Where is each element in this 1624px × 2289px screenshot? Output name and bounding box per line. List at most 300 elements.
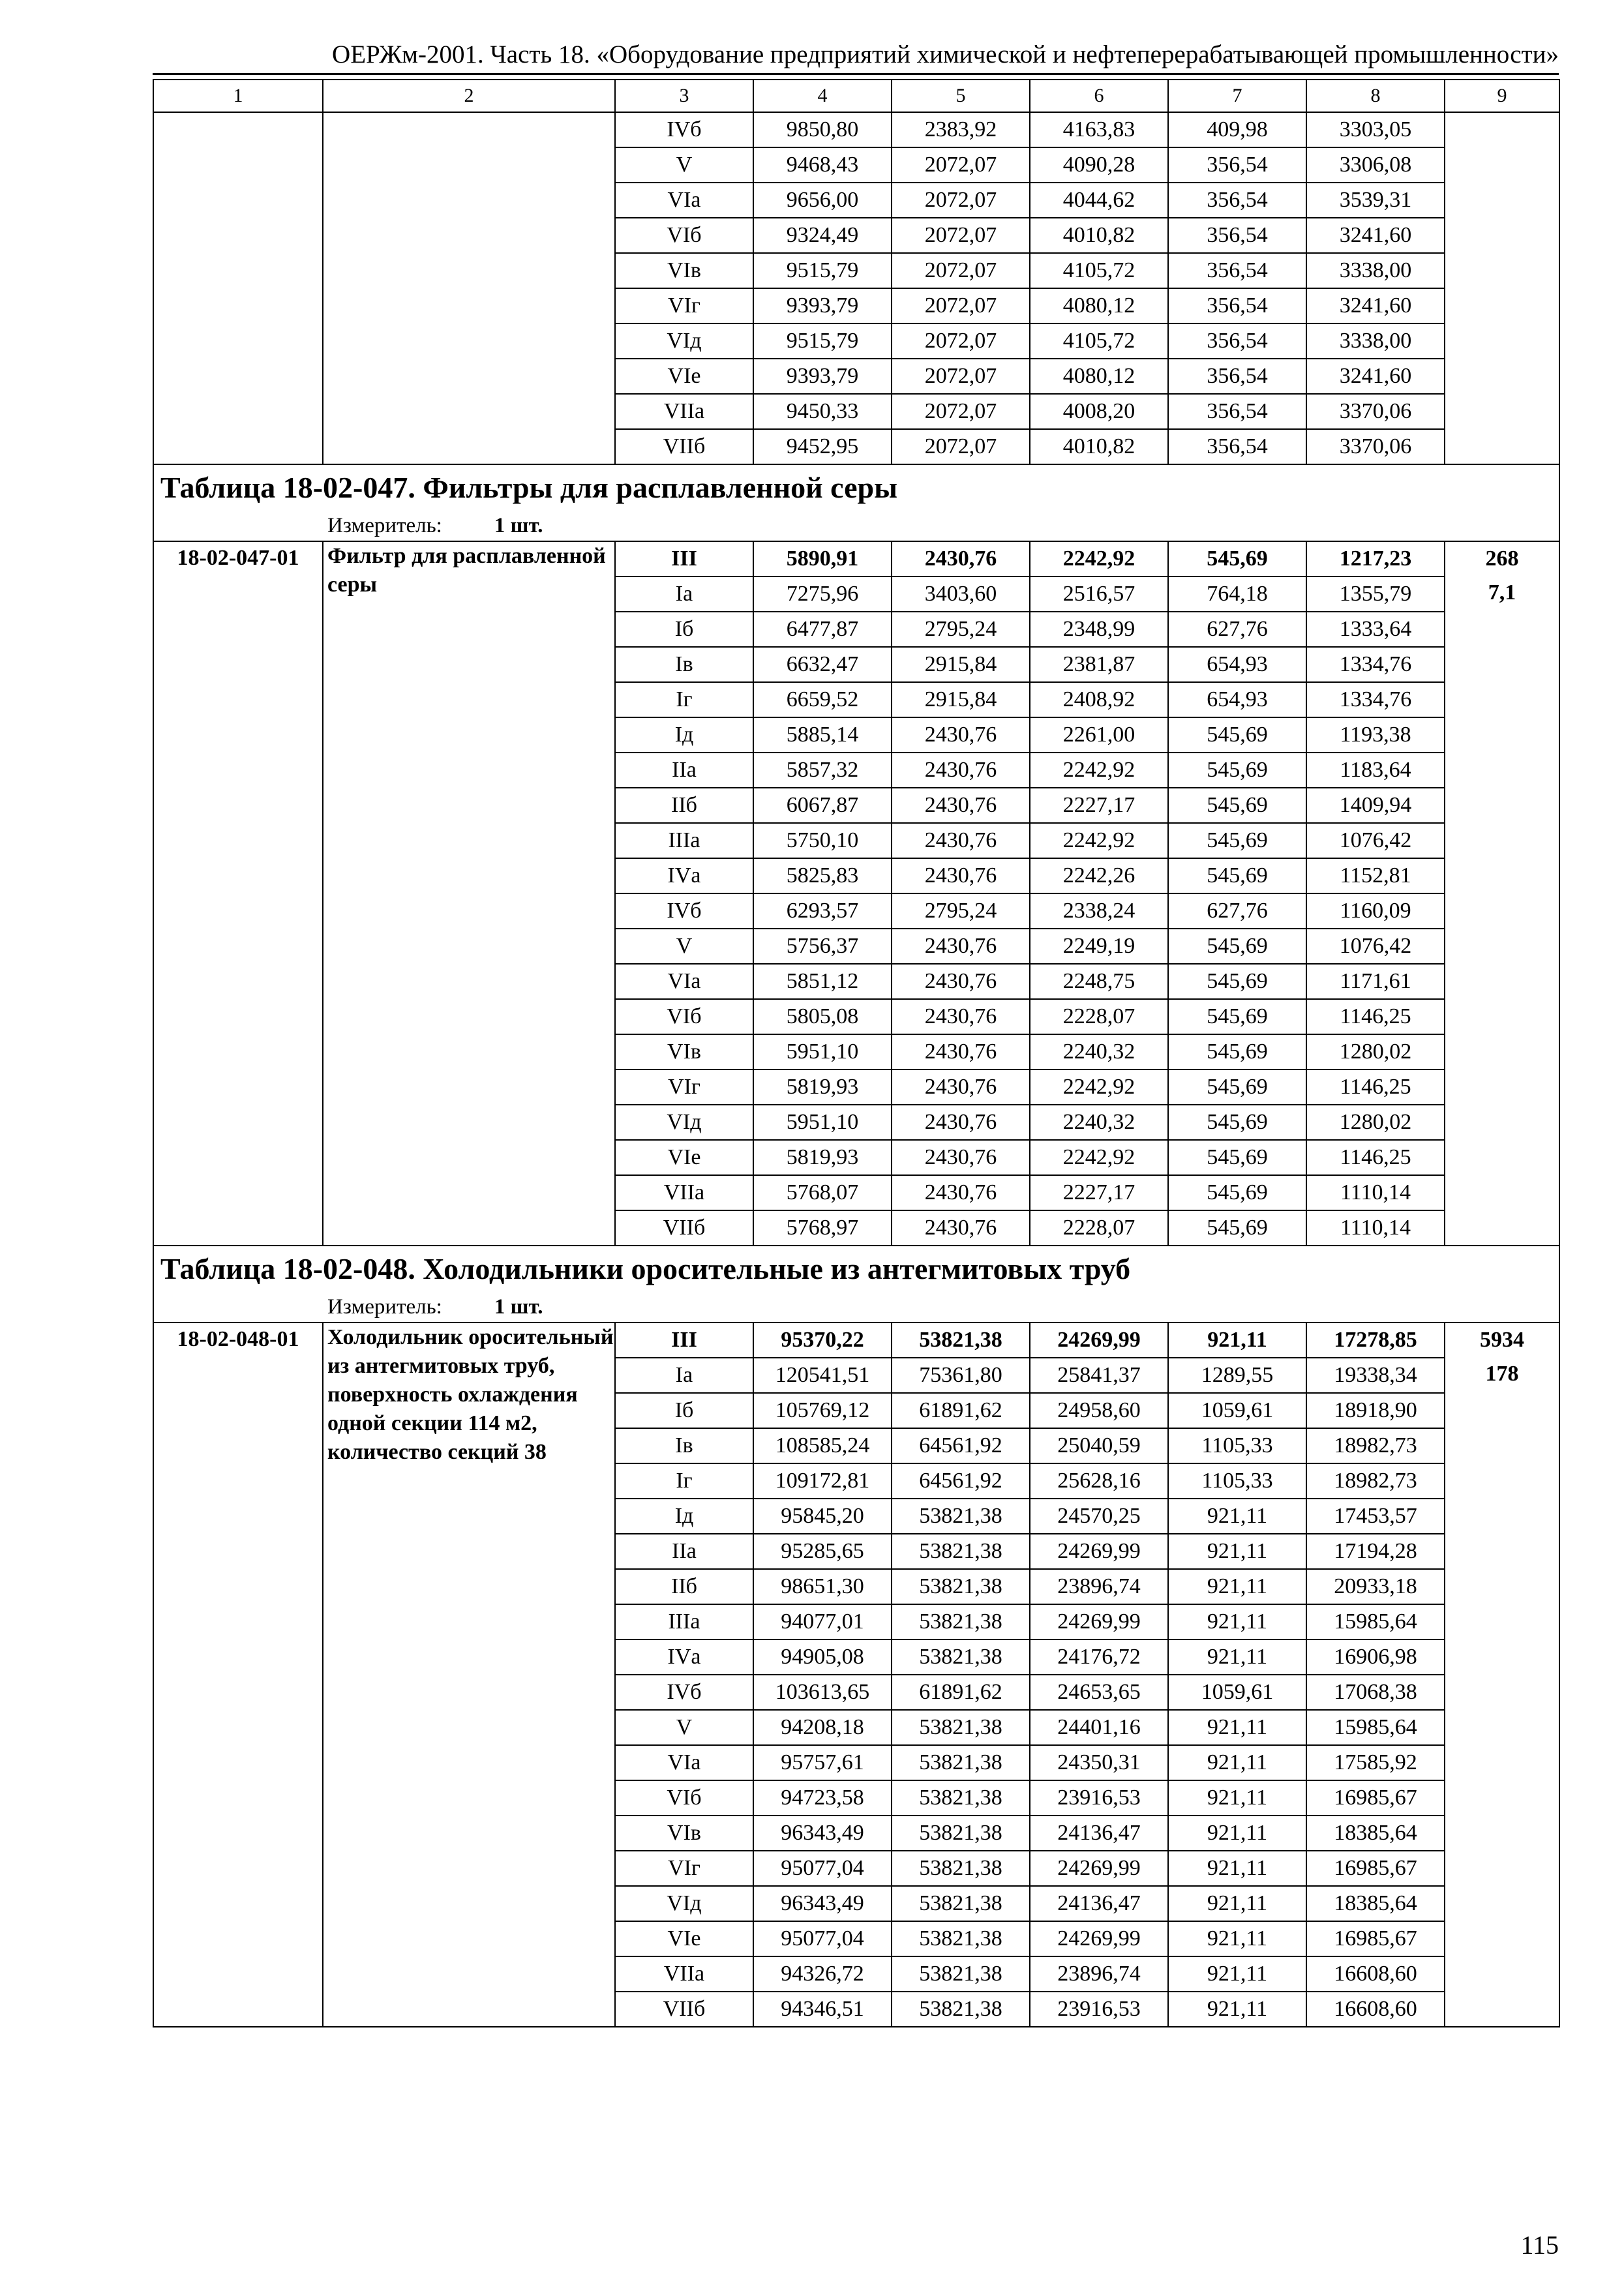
value-cell: 24570,25 [1030,1499,1168,1534]
value-cell: 24350,31 [1030,1745,1168,1780]
value-cell: 5825,83 [753,858,892,893]
value-cell: 2072,07 [892,218,1030,253]
value-cell: 356,54 [1168,183,1306,218]
zone-cell: Iв [615,1428,753,1463]
value-cell: 2430,76 [892,717,1030,753]
value-cell: 2408,92 [1030,682,1168,717]
value-cell: 4105,72 [1030,323,1168,359]
value-cell: 53821,38 [892,1569,1030,1604]
value-cell: 4044,62 [1030,183,1168,218]
zone-cell: V [615,1710,753,1745]
value-cell: 1409,94 [1306,788,1445,823]
extra-cell [1445,541,1559,1246]
value-cell: 5851,12 [753,964,892,999]
value-cell: 1280,02 [1306,1105,1445,1140]
column-number-cell: 5 [892,80,1030,112]
value-cell: 103613,65 [753,1675,892,1710]
value-cell: 2430,76 [892,1175,1030,1210]
table-row [153,112,1559,147]
value-cell: 2430,76 [892,753,1030,788]
value-cell: 2072,07 [892,183,1030,218]
value-cell: 2430,76 [892,541,1030,576]
unit-label: Измеритель: [327,514,442,537]
value-cell: 2228,07 [1030,1210,1168,1246]
value-cell: 2248,75 [1030,964,1168,999]
value-cell: 25040,59 [1030,1428,1168,1463]
value-cell: 2242,26 [1030,858,1168,893]
value-cell: 921,11 [1168,1710,1306,1745]
value-cell: 64561,92 [892,1428,1030,1463]
value-cell: 9515,79 [753,253,892,288]
value-cell: 53821,38 [892,1886,1030,1921]
zone-cell: Iг [615,1463,753,1499]
value-cell: 921,11 [1168,1851,1306,1886]
value-cell: 1334,76 [1306,682,1445,717]
value-cell: 2072,07 [892,429,1030,464]
column-number-cell: 6 [1030,80,1168,112]
value-cell: 9393,79 [753,359,892,394]
value-cell: 53821,38 [892,1639,1030,1675]
value-cell: 53821,38 [892,1816,1030,1851]
value-cell: 3370,06 [1306,394,1445,429]
value-cell: 2249,19 [1030,929,1168,964]
value-cell: 356,54 [1168,253,1306,288]
value-cell: 94208,18 [753,1710,892,1745]
value-cell: 2430,76 [892,999,1030,1034]
equipment-name: Фильтр для расплавленной серы [323,541,615,1246]
value-cell: 1333,64 [1306,612,1445,647]
value-cell: 25628,16 [1030,1463,1168,1499]
extra-value: 5934 [1480,1328,1524,1352]
zone-cell: VIа [615,1745,753,1780]
value-cell: 24401,16 [1030,1710,1168,1745]
value-cell: 921,11 [1168,1816,1306,1851]
unit-value: 1 шт. [494,514,543,537]
value-cell: 2430,76 [892,964,1030,999]
value-cell: 24958,60 [1030,1393,1168,1428]
value-cell: 16608,60 [1306,1956,1445,1992]
value-cell: 2261,00 [1030,717,1168,753]
value-cell: 16985,67 [1306,1780,1445,1816]
value-cell: 921,11 [1168,1745,1306,1780]
unit-cell [153,1292,1559,1323]
column-number-cell: 9 [1445,80,1559,112]
value-cell: 24653,65 [1030,1675,1168,1710]
value-cell: 921,11 [1168,1534,1306,1569]
table-title: Таблица 18-02-048. Холодильники оросительные из антегмитовых труб [153,1246,1559,1292]
value-cell: 3303,05 [1306,112,1445,147]
value-cell: 1146,25 [1306,999,1445,1034]
zone-cell: VIа [615,183,753,218]
value-cell: 356,54 [1168,288,1306,323]
zone-cell: IIIа [615,1604,753,1639]
value-cell: 24269,99 [1030,1323,1168,1358]
value-cell: 2348,99 [1030,612,1168,647]
value-cell: 53821,38 [892,1851,1030,1886]
value-cell: 96343,49 [753,1886,892,1921]
value-cell: 2430,76 [892,788,1030,823]
zone-cell: VIд [615,1105,753,1140]
value-cell: 2338,24 [1030,893,1168,929]
value-cell: 1160,09 [1306,893,1445,929]
value-cell: 2795,24 [892,612,1030,647]
name-cell [323,112,615,464]
zone-cell: Iб [615,1393,753,1428]
value-cell: 2072,07 [892,394,1030,429]
value-cell: 545,69 [1168,541,1306,576]
rate-code: 18-02-047-01 [153,541,323,1246]
value-cell: 7275,96 [753,576,892,612]
value-cell: 921,11 [1168,1956,1306,1992]
value-cell: 356,54 [1168,323,1306,359]
value-cell: 5768,97 [753,1210,892,1246]
value-cell: 545,69 [1168,717,1306,753]
extra-value: 268 [1485,546,1519,571]
value-cell: 9450,33 [753,394,892,429]
value-cell: 1059,61 [1168,1675,1306,1710]
column-number-cell: 8 [1306,80,1445,112]
zone-cell: VIв [615,253,753,288]
value-cell: 16985,67 [1306,1921,1445,1956]
value-cell: 120541,51 [753,1358,892,1393]
extra-cell [1445,112,1559,464]
value-cell: 9393,79 [753,288,892,323]
zone-cell: VIг [615,1070,753,1105]
value-cell: 1152,81 [1306,858,1445,893]
unit-label: Измеритель: [327,1295,442,1319]
extra-value: 7,1 [1488,580,1516,605]
value-cell: 16608,60 [1306,1992,1445,2027]
value-cell: 627,76 [1168,612,1306,647]
value-cell: 23916,53 [1030,1992,1168,2027]
zone-cell: IVб [615,112,753,147]
value-cell: 53821,38 [892,1921,1030,1956]
value-cell: 24176,72 [1030,1639,1168,1675]
value-cell: 53821,38 [892,1710,1030,1745]
value-cell: 16906,98 [1306,1639,1445,1675]
value-cell: 2430,76 [892,929,1030,964]
zone-cell: VIб [615,999,753,1034]
value-cell: 1059,61 [1168,1393,1306,1428]
value-cell: 3338,00 [1306,253,1445,288]
value-cell: 3241,60 [1306,359,1445,394]
value-cell: 18385,64 [1306,1886,1445,1921]
value-cell: 6067,87 [753,788,892,823]
zone-cell: Iв [615,647,753,682]
value-cell: 25841,37 [1030,1358,1168,1393]
value-cell: 17278,85 [1306,1323,1445,1358]
value-cell: 53821,38 [892,1323,1030,1358]
value-cell: 627,76 [1168,893,1306,929]
value-cell: 109172,81 [753,1463,892,1499]
value-cell: 18918,90 [1306,1393,1445,1428]
value-cell: 2242,92 [1030,823,1168,858]
value-cell: 5768,07 [753,1175,892,1210]
value-cell: 4010,82 [1030,218,1168,253]
zone-cell: VIе [615,359,753,394]
value-cell: 95285,65 [753,1534,892,1569]
value-cell: 16985,67 [1306,1851,1445,1886]
value-cell: 654,93 [1168,682,1306,717]
zone-cell: VIIб [615,429,753,464]
value-cell: 2430,76 [892,1034,1030,1070]
value-cell: 5819,93 [753,1070,892,1105]
value-cell: 64561,92 [892,1463,1030,1499]
value-cell: 17194,28 [1306,1534,1445,1569]
value-cell: 6632,47 [753,647,892,682]
value-cell: 5951,10 [753,1105,892,1140]
zone-cell: IIб [615,1569,753,1604]
value-cell: 2242,92 [1030,1070,1168,1105]
rates-table [153,79,1560,2027]
value-cell: 3370,06 [1306,429,1445,464]
zone-cell: VIIа [615,1175,753,1210]
value-cell: 1280,02 [1306,1034,1445,1070]
value-cell: 23916,53 [1030,1780,1168,1816]
value-cell: 2381,87 [1030,647,1168,682]
value-cell: 1289,55 [1168,1358,1306,1393]
unit-row [153,1292,1559,1323]
value-cell: 53821,38 [892,1604,1030,1639]
value-cell: 9656,00 [753,183,892,218]
table-row [153,1323,1559,1358]
zone-cell: Iг [615,682,753,717]
value-cell: 5819,93 [753,1140,892,1175]
value-cell: 1334,76 [1306,647,1445,682]
value-cell: 24269,99 [1030,1921,1168,1956]
value-cell: 3539,31 [1306,183,1445,218]
value-cell: 3241,60 [1306,218,1445,253]
value-cell: 108585,24 [753,1428,892,1463]
value-cell: 3338,00 [1306,323,1445,359]
value-cell: 95370,22 [753,1323,892,1358]
zone-cell: VIе [615,1921,753,1956]
page-number: 115 [1520,2230,1559,2260]
value-cell: 94905,08 [753,1639,892,1675]
value-cell: 23896,74 [1030,1956,1168,1992]
value-cell: 18982,73 [1306,1463,1445,1499]
value-cell: 24269,99 [1030,1851,1168,1886]
value-cell: 95077,04 [753,1921,892,1956]
zone-cell: III [615,1323,753,1358]
value-cell: 356,54 [1168,218,1306,253]
value-cell: 6659,52 [753,682,892,717]
value-cell: 4080,12 [1030,359,1168,394]
value-cell: 53821,38 [892,1499,1030,1534]
value-cell: 2227,17 [1030,1175,1168,1210]
value-cell: 4010,82 [1030,429,1168,464]
value-cell: 19338,34 [1306,1358,1445,1393]
value-cell: 2242,92 [1030,1140,1168,1175]
value-cell: 17068,38 [1306,1675,1445,1710]
value-cell: 545,69 [1168,1070,1306,1105]
zone-cell: IIа [615,1534,753,1569]
value-cell: 1355,79 [1306,576,1445,612]
value-cell: 4080,12 [1030,288,1168,323]
zone-cell: VIIа [615,394,753,429]
value-cell: 2383,92 [892,112,1030,147]
column-number-cell: 3 [615,80,753,112]
value-cell: 545,69 [1168,788,1306,823]
value-cell: 17453,57 [1306,1499,1445,1534]
unit-row [153,511,1559,541]
value-cell: 75361,80 [892,1358,1030,1393]
value-cell: 2242,92 [1030,753,1168,788]
value-cell: 98651,30 [753,1569,892,1604]
value-cell: 2072,07 [892,288,1030,323]
value-cell: 4105,72 [1030,253,1168,288]
zone-cell: VIд [615,1886,753,1921]
value-cell: 545,69 [1168,753,1306,788]
value-cell: 2242,92 [1030,541,1168,576]
zone-cell: VIб [615,1780,753,1816]
value-cell: 2072,07 [892,359,1030,394]
column-number-cell: 2 [323,80,615,112]
value-cell: 2795,24 [892,893,1030,929]
value-cell: 356,54 [1168,147,1306,183]
zone-cell: VIIб [615,1992,753,2027]
value-cell: 921,11 [1168,1639,1306,1675]
value-cell: 545,69 [1168,858,1306,893]
value-cell: 921,11 [1168,1499,1306,1534]
zone-cell: III [615,541,753,576]
zone-cell: VIв [615,1816,753,1851]
zone-cell: VIIб [615,1210,753,1246]
value-cell: 1105,33 [1168,1428,1306,1463]
value-cell: 1076,42 [1306,823,1445,858]
value-cell: 2240,32 [1030,1034,1168,1070]
zone-cell: VIб [615,218,753,253]
zone-cell: Iд [615,1499,753,1534]
value-cell: 2430,76 [892,858,1030,893]
header-rule [153,73,1559,75]
value-cell: 5750,10 [753,823,892,858]
value-cell: 5756,37 [753,929,892,964]
zone-cell: VIг [615,1851,753,1886]
zone-cell: VIе [615,1140,753,1175]
table-title: Таблица 18-02-047. Фильтры для расплавленной серы [153,464,1559,511]
value-cell: 24269,99 [1030,1604,1168,1639]
value-cell: 4008,20 [1030,394,1168,429]
value-cell: 5805,08 [753,999,892,1034]
column-number-cell: 4 [753,80,892,112]
value-cell: 17585,92 [1306,1745,1445,1780]
value-cell: 1105,33 [1168,1463,1306,1499]
value-cell: 921,11 [1168,1323,1306,1358]
value-cell: 1193,38 [1306,717,1445,753]
value-cell: 20933,18 [1306,1569,1445,1604]
value-cell: 2430,76 [892,1140,1030,1175]
value-cell: 61891,62 [892,1393,1030,1428]
value-cell: 2227,17 [1030,788,1168,823]
value-cell: 94326,72 [753,1956,892,1992]
value-cell: 3306,08 [1306,147,1445,183]
value-cell: 96343,49 [753,1816,892,1851]
column-number-cell: 1 [153,80,323,112]
value-cell: 2430,76 [892,1105,1030,1140]
value-cell: 5885,14 [753,717,892,753]
code-cell [153,112,323,464]
value-cell: 6293,57 [753,893,892,929]
value-cell: 921,11 [1168,1992,1306,2027]
value-cell: 1110,14 [1306,1175,1445,1210]
value-cell: 24136,47 [1030,1886,1168,1921]
value-cell: 105769,12 [753,1393,892,1428]
running-header: ОЕРЖм-2001. Часть 18. «Оборудование предприятий химической и нефтеперерабатывающей промышленности» [332,40,1559,68]
value-cell: 4163,83 [1030,112,1168,147]
value-cell: 545,69 [1168,1175,1306,1210]
value-cell: 2228,07 [1030,999,1168,1034]
extra-cell [1445,1323,1559,2027]
zone-cell: IVб [615,893,753,929]
value-cell: 9850,80 [753,112,892,147]
value-cell: 2430,76 [892,1210,1030,1246]
value-cell: 53821,38 [892,1780,1030,1816]
column-number-row [153,80,1559,112]
zone-cell: VIд [615,323,753,359]
value-cell: 5951,10 [753,1034,892,1070]
value-cell: 95845,20 [753,1499,892,1534]
value-cell: 61891,62 [892,1675,1030,1710]
value-cell: 545,69 [1168,1105,1306,1140]
value-cell: 921,11 [1168,1921,1306,1956]
value-cell: 9452,95 [753,429,892,464]
value-cell: 9515,79 [753,323,892,359]
value-cell: 1217,23 [1306,541,1445,576]
value-cell: 24136,47 [1030,1816,1168,1851]
value-cell: 94723,58 [753,1780,892,1816]
value-cell: 545,69 [1168,999,1306,1034]
value-cell: 1110,14 [1306,1210,1445,1246]
value-cell: 2072,07 [892,323,1030,359]
unit-cell [153,511,1559,541]
value-cell: 15985,64 [1306,1604,1445,1639]
value-cell: 2915,84 [892,647,1030,682]
value-cell: 95077,04 [753,1851,892,1886]
value-cell: 921,11 [1168,1569,1306,1604]
zone-cell: IVб [615,1675,753,1710]
zone-cell: Iа [615,576,753,612]
value-cell: 545,69 [1168,823,1306,858]
value-cell: 409,98 [1168,112,1306,147]
value-cell: 2516,57 [1030,576,1168,612]
zone-cell: Iа [615,1358,753,1393]
value-cell: 9324,49 [753,218,892,253]
value-cell: 921,11 [1168,1886,1306,1921]
value-cell: 356,54 [1168,429,1306,464]
zone-cell: IIа [615,753,753,788]
value-cell: 94346,51 [753,1992,892,2027]
value-cell: 9468,43 [753,147,892,183]
zone-cell: VIIа [615,1956,753,1992]
value-cell: 1146,25 [1306,1070,1445,1105]
value-cell: 2072,07 [892,147,1030,183]
value-cell: 1183,64 [1306,753,1445,788]
value-cell: 1171,61 [1306,964,1445,999]
value-cell: 545,69 [1168,1034,1306,1070]
value-cell: 2915,84 [892,682,1030,717]
value-cell: 94077,01 [753,1604,892,1639]
value-cell: 764,18 [1168,576,1306,612]
zone-cell: VIв [615,1034,753,1070]
value-cell: 23896,74 [1030,1569,1168,1604]
table-title-row [153,1246,1559,1292]
value-cell: 6477,87 [753,612,892,647]
rate-code: 18-02-048-01 [153,1323,323,2027]
value-cell: 1146,25 [1306,1140,1445,1175]
zone-cell: VIа [615,964,753,999]
value-cell: 3403,60 [892,576,1030,612]
